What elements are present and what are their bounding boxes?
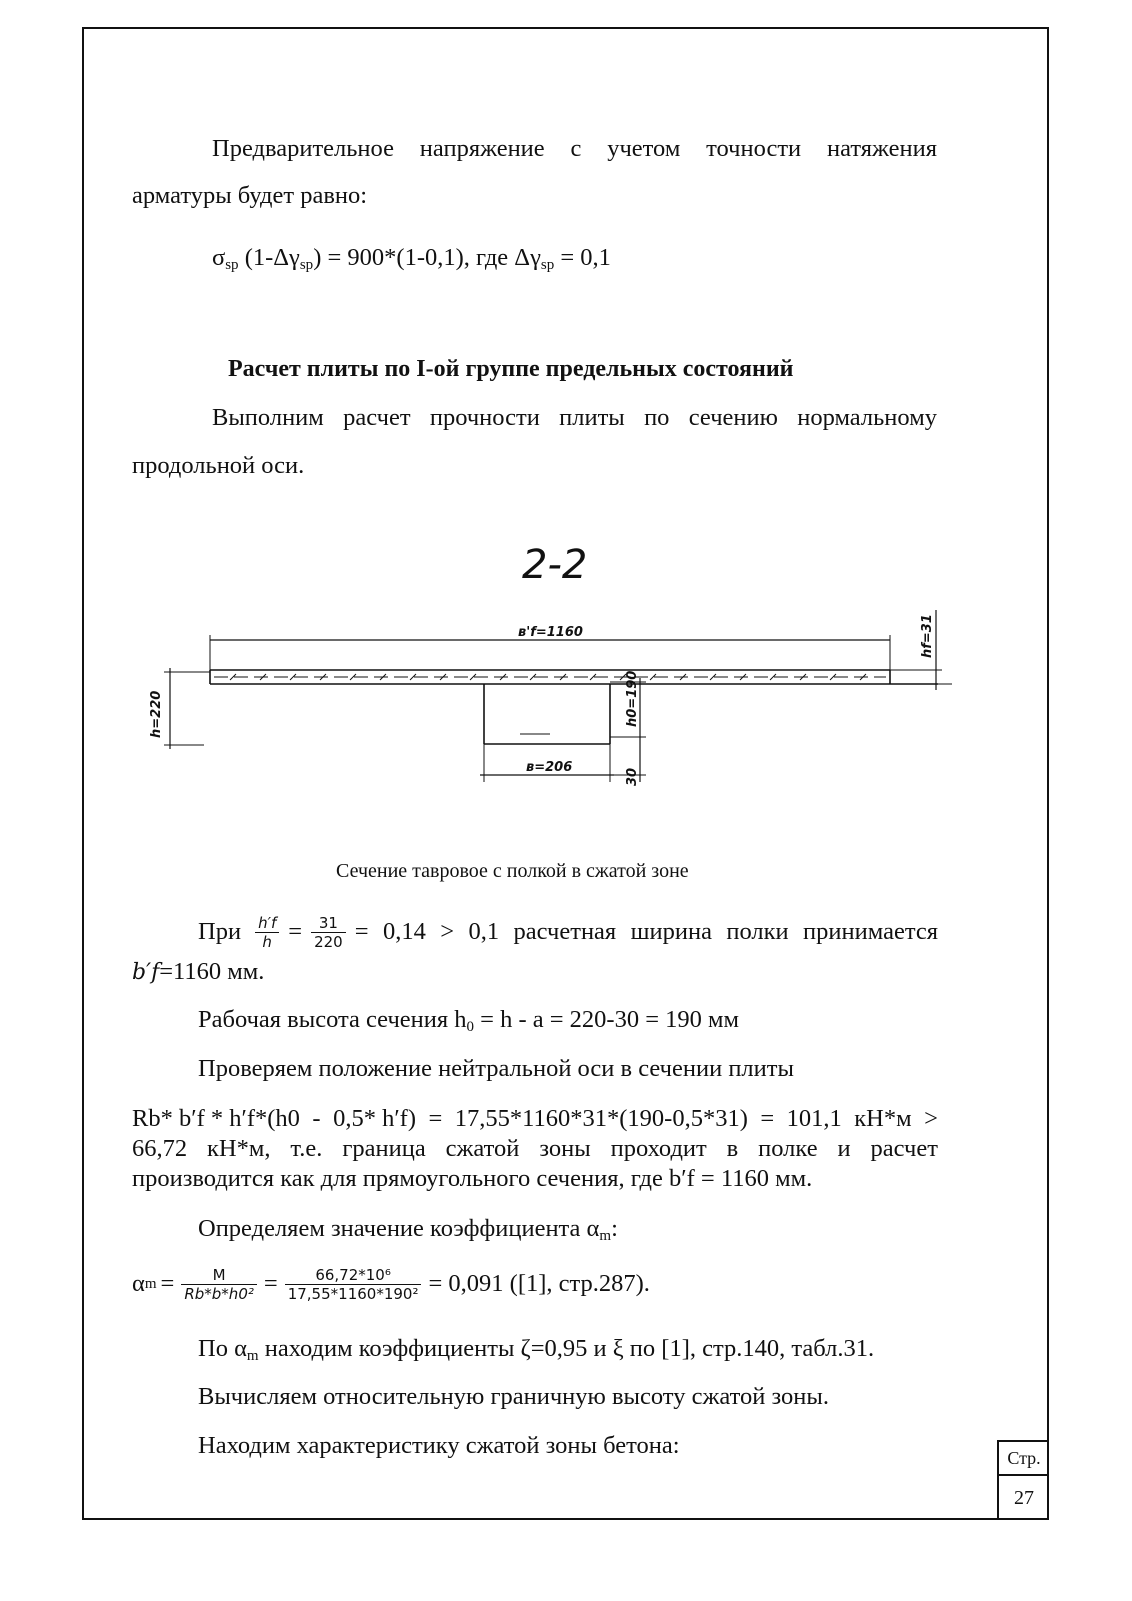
subscript: sp (540, 257, 555, 273)
para9: Вычисляем относительную граничную высоту сжатой зоны. (198, 1383, 829, 1410)
alpha-symbol: α (132, 1270, 145, 1297)
subscript: m (599, 1228, 612, 1244)
text: = (160, 1270, 175, 1297)
text: Определяем значение коэффициента α (198, 1215, 600, 1242)
figure-caption: Сечение тавровое с полкой в сжатой зоне (336, 860, 689, 882)
para1-line2: арматуры будет равно: (132, 182, 368, 209)
word: > (924, 1105, 938, 1132)
fraction-values (285, 1266, 422, 1303)
text: находим коэффициенты ζ=0,95 и ξ по [1], стр.140, табл.31. (258, 1335, 875, 1362)
label-b: в=206 (526, 760, 573, 775)
label-h0: h0=190 (625, 670, 640, 727)
text: : (611, 1215, 618, 1242)
word: граница (342, 1135, 426, 1162)
para4 (198, 1005, 739, 1035)
word: кН*м, (207, 1135, 271, 1162)
word: 0,5* h′f) (333, 1105, 416, 1132)
word: сжатой (445, 1135, 520, 1162)
word: Rb* b′f * h′f*(h0 (132, 1105, 300, 1132)
word: плиты (559, 404, 625, 431)
para5: Проверяем положение нейтральной оси в сечении плиты (198, 1055, 794, 1082)
word: расчет (870, 1135, 938, 1162)
word: в (726, 1135, 739, 1162)
variable-bf: b′f (132, 960, 160, 985)
t-section-drawing (130, 530, 960, 800)
para6-line2 (132, 1134, 938, 1164)
word: 17,55*1160*31*(190-0,5*31) (454, 1105, 748, 1132)
label-bf: в'f=1160 (518, 625, 583, 640)
numerator: M (212, 1265, 226, 1284)
formula1 (212, 243, 611, 273)
word: точности (706, 135, 802, 162)
fraction-31-over-220 (311, 914, 346, 951)
subscript: sp (225, 257, 239, 273)
text: = (263, 1270, 278, 1297)
para6-line3: производится как для прямоугольного сечения, где b′f = 1160 мм. (132, 1165, 813, 1192)
text: = 0,14 > 0,1 расчетная ширина полки принимается (354, 918, 938, 945)
label-hf: hf=31 (920, 614, 935, 658)
word: Предварительное (212, 135, 394, 162)
label-h: h=220 (149, 690, 164, 738)
word: проходит (610, 1135, 707, 1162)
word: прочности (429, 404, 540, 431)
fraction-hf-over-h (255, 914, 279, 951)
section-heading: Расчет плиты по I-ой группе предельных состояний (228, 356, 794, 382)
subscript: 0 (466, 1019, 475, 1035)
subscript: m (246, 1348, 259, 1364)
para3-line2 (132, 957, 264, 988)
text: Рабочая высота сечения h (198, 1006, 467, 1033)
denominator: 17,55*1160*190² (285, 1284, 422, 1303)
numerator: 31 (318, 913, 338, 932)
word: напряжение (419, 135, 545, 162)
formula-part: ) = 900*(1-0,1), где Δγ (313, 244, 541, 271)
word: натяжения (826, 135, 937, 162)
word: = (760, 1105, 775, 1132)
figure-title: 2-2 (522, 542, 588, 588)
word: Выполним (212, 404, 324, 431)
text: = (288, 918, 303, 945)
word: = (428, 1105, 443, 1132)
text: При (198, 918, 242, 945)
subscript: sp (299, 257, 314, 273)
numerator: 66,72*10⁶ (315, 1265, 391, 1284)
para1-line1 (212, 134, 937, 164)
denominator: 220 (311, 932, 346, 951)
para6-line1 (132, 1104, 938, 1134)
word: расчет (343, 404, 411, 431)
denominator: Rb*b*h0² (181, 1284, 257, 1303)
word: по (644, 404, 670, 431)
fraction-m-over-rbh (181, 1266, 257, 1303)
formula-part: = 0,1 (554, 244, 611, 271)
word: полке (758, 1135, 818, 1162)
word: 66,72 (132, 1135, 188, 1162)
para3-line1 (198, 912, 938, 952)
word: нормальному (797, 404, 937, 431)
label-a: 30 (625, 767, 640, 786)
para10: Находим характеристику сжатой зоны бетона: (198, 1432, 680, 1459)
formula2: α m = $\frac{M}{\text{Rb*b*h0²}}$ = $\frac{\text{66,72*10⁶}}{\text{17,55*1160*190²}}$ = 0,091 ([1], стр.287). (132, 1262, 650, 1306)
word: кН*м (854, 1105, 912, 1132)
word: зоны (539, 1135, 591, 1162)
text: = 0,091 ([1], стр.287). (428, 1270, 650, 1297)
word: т.е. (290, 1135, 323, 1162)
para2-line1 (212, 403, 937, 433)
word: и (837, 1135, 851, 1162)
word: учетом (607, 135, 681, 162)
word: с (570, 135, 582, 162)
sigma-symbol: σ (212, 244, 226, 271)
word: сечению (688, 404, 778, 431)
text: По α (198, 1335, 247, 1362)
text: =1160 мм. (159, 958, 265, 985)
page-number: 27 (1014, 1487, 1034, 1509)
numerator: h′f (258, 913, 277, 932)
page-number-stamp (997, 1440, 1049, 1520)
text: = h - a = 220-30 = 190 мм (474, 1006, 740, 1033)
word: 101,1 (786, 1105, 842, 1132)
para8 (198, 1334, 874, 1364)
para2-line2: продольной оси. (132, 452, 305, 479)
page-label: Стр. (999, 1442, 1049, 1476)
word: - (312, 1105, 321, 1132)
denominator: h (255, 932, 279, 951)
formula-part: (1-Δγ (238, 244, 300, 271)
para7 (198, 1214, 618, 1244)
